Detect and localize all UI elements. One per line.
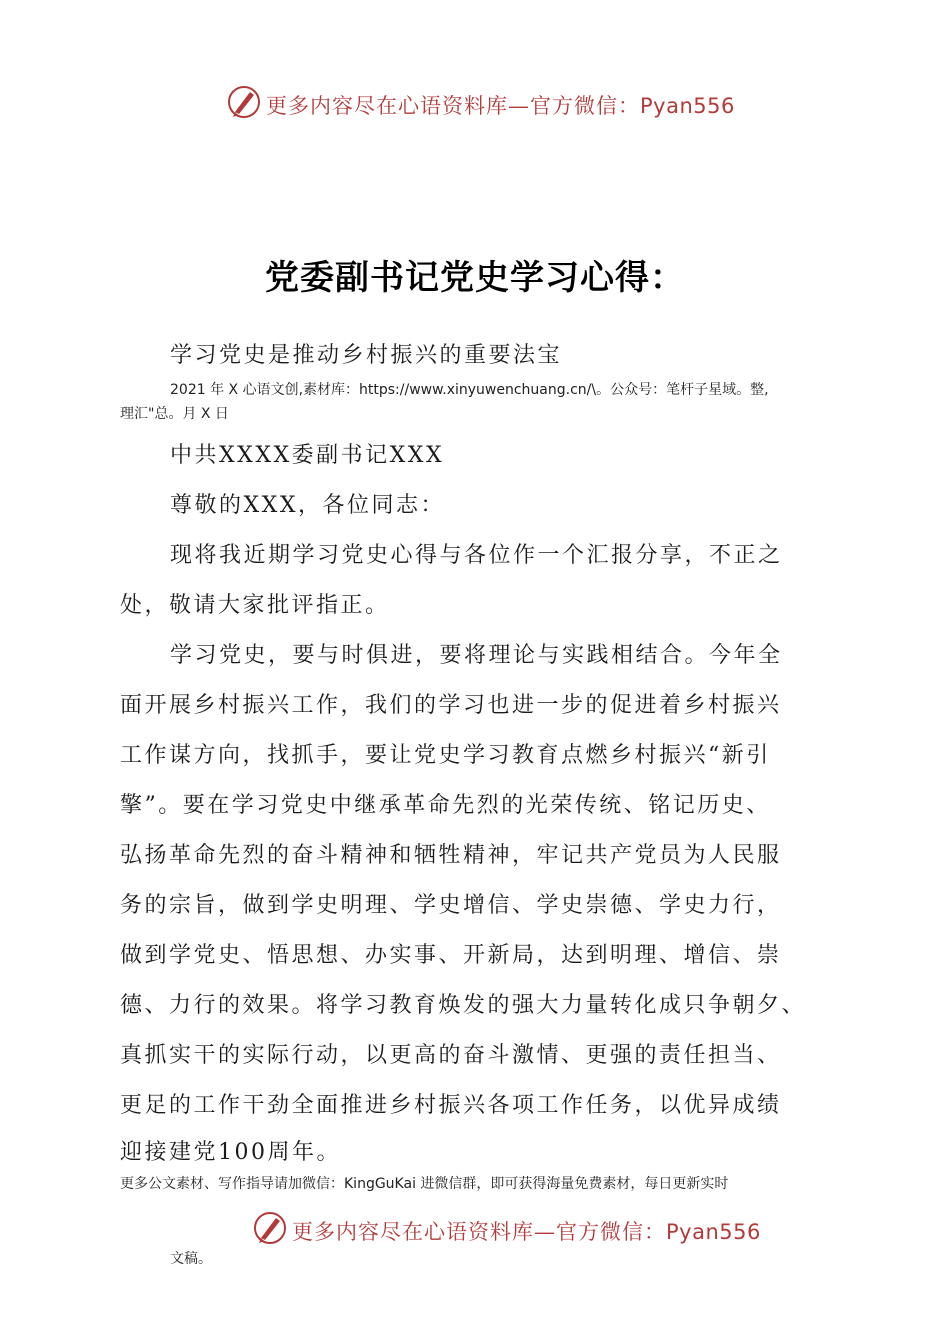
body-text-line: 做到学党史、悟思想、办实事、开新局，达到明理、增信、崇 — [120, 943, 782, 968]
body-text-line: 处，敬请大家批评指正。 — [120, 593, 390, 618]
body-text-line: 真抓实干的实际行动，以更高的奋斗激情、更强的责任担当、 — [120, 1043, 782, 1068]
meta-line: 2021 年 X 心语文创,素材库：https://www.xinyuwenchuang.cn/\。公众号：笔杆子星域。整, — [170, 382, 769, 398]
footer-note: 文稿。 — [170, 1251, 212, 1267]
body-text-line: 学习党史，要与时俱进，要将理论与实践相结合。今年全 — [170, 643, 783, 668]
pen-logo-icon — [226, 84, 262, 120]
body-text-line: 弘扬革命先烈的奋斗精神和牺牲精神，牢记共产党员为人民服 — [120, 843, 782, 868]
meta-line: 理汇"总。月 X 日 — [120, 406, 229, 422]
author-line: 中共XXXX委副书记XXX — [170, 443, 445, 468]
body-text-line: 擎”。要在学习党史中继承革命先烈的光荣传统、铭记历史、 — [120, 793, 771, 818]
body-text-line: 德、力行的效果。将学习教育焕发的强大力量转化成只争朝夕、 — [120, 993, 807, 1018]
salutation: 尊敬的XXX，各位同志： — [170, 493, 445, 518]
footer-watermark — [0, 1208, 950, 1248]
body-text-line: 务的宗旨，做到学史明理、学史增信、学史崇德、学史力行， — [120, 893, 782, 918]
body-text-line: 更足的工作干劲全面推进乡村振兴各项工作任务，以优异成绩 — [120, 1093, 782, 1118]
body-text-line: 工作谋方向，找抓手，要让党史学习教育点燃乡村振兴“新引 — [120, 743, 771, 768]
header-watermark — [0, 82, 950, 122]
watermark-text: 更多内容尽在心语资料库—官方微信：Pyan556 — [266, 94, 735, 118]
body-text-line: 现将我近期学习党史心得与各位作一个汇报分享，不正之 — [170, 543, 783, 568]
page-title: 党委副书记党史学习心得： — [265, 258, 685, 298]
pen-logo-icon — [252, 1210, 288, 1246]
footer-note: 更多公文素材、写作指导请加微信：KingGuKai 进微信群，即可获得海量免费素材，每日更新实时 — [120, 1176, 729, 1192]
subtitle: 学习党史是推动乡村振兴的重要法宝 — [170, 343, 563, 368]
body-text-line: 迎接建党100周年。 — [120, 1140, 341, 1165]
watermark-text: 更多内容尽在心语资料库—官方微信：Pyan556 — [292, 1220, 761, 1244]
body-text-line: 面开展乡村振兴工作，我们的学习也进一步的促进着乡村振兴 — [120, 693, 782, 718]
